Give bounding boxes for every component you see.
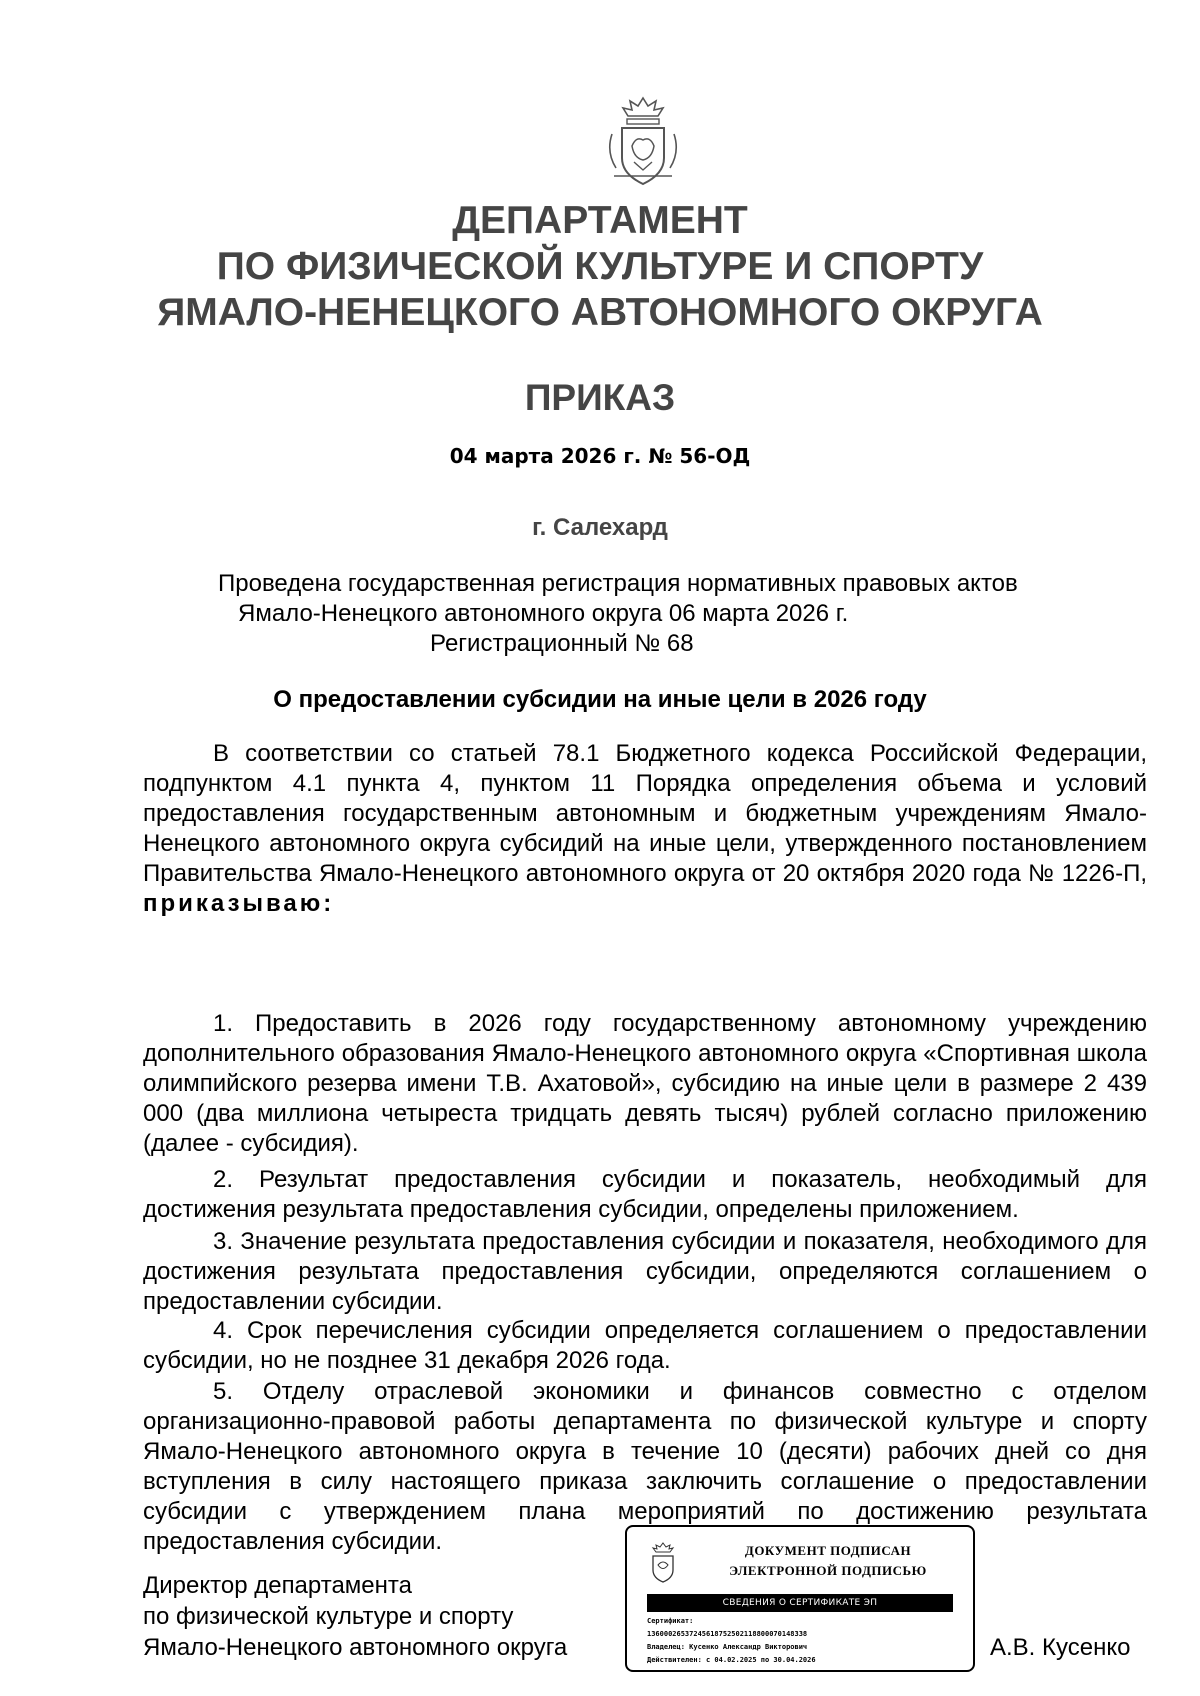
stamp-valid: Действителен: с 04.02.2025 по 30.04.2026 — [647, 1656, 816, 1664]
document-type: ПРИКАЗ — [524, 377, 676, 418]
department-title-line2: ПО ФИЗИЧЕСКОЙ КУЛЬТУРЕ И СПОРТУ — [216, 245, 984, 288]
stamp-title-line2: ЭЛЕКТРОННОЙ ПОДПИСЬЮ — [729, 1563, 927, 1578]
order-date-number: 04 марта 2026 г. № 56-ОД — [449, 444, 751, 468]
stamp-title-line1: ДОКУМЕНТ ПОДПИСАН — [744, 1543, 912, 1558]
stamp-cert-value: 13600026537245618752502118800070148338 — [647, 1630, 808, 1638]
signatory-position-line3: Ямало-Ненецкого автономного округа — [143, 1634, 568, 1661]
registration-line1: Проведена государственная регистрация нормативных правовых актов — [218, 570, 1018, 597]
order-item-1: 1. Предоставить в 2026 году государственному автономному учреждению дополнительного образования Ямало-Ненецкого автономного округа «Спортивная школа олимпийского резерва имени Т.В. Ахатовой», субсидию на иные цели в размере 2 439 000 (два миллиона четыреста тридцать девять тысяч) рублей согласно приложению (далее - субсидия). — [143, 1010, 1147, 1157]
yamal-coat-of-arms-icon — [604, 92, 682, 190]
department-title-line3: ЯМАЛО-НЕНЕЦКОГО АВТОНОМНОГО ОКРУГА — [157, 291, 1043, 334]
order-item-5: 5. Отделу отраслевой экономики и финансов совместно с отделом организационно-правовой работы департамента по физической культуре и спорту Ямало-Ненецкого автономного округа в течение 10 (десяти) рабочих дней со дня вступления в силу настоящего приказа заключить соглашение о предоставлении субсидии с утверждением плана мероприятий по достижению результата предоставления субсидии. — [143, 1378, 1147, 1555]
registration-line3: Регистрационный № 68 — [430, 630, 694, 657]
stamp-details — [647, 1615, 967, 1667]
department-title-line1: ДЕПАРТАМЕНТ — [452, 199, 748, 242]
order-item-4: 4. Срок перечисления субсидии определяется соглашением о предоставлении субсидии, но не позднее 31 декабря 2026 года. — [143, 1317, 1147, 1374]
order-item-2: 2. Результат предоставления субсидии и показатель, необходимый для достижения результата предоставления субсидии, определены приложением. — [143, 1166, 1147, 1223]
e-signature-stamp — [625, 1525, 975, 1672]
signatory-name: А.В. Кусенко — [990, 1634, 1131, 1661]
stamp-certificate-bar: СВЕДЕНИЯ О СЕРТИФИКАТЕ ЭП — [647, 1594, 953, 1612]
registration-line2: Ямало-Ненецкого автономного округа 06 марта 2026 г. — [238, 600, 849, 627]
preamble-text: В соответствии со статьей 78.1 Бюджетного кодекса Российской Федерации, подпунктом 4.1 пункта 4, пунктом 11 Порядка определения объема и условий предоставления государственным автономным и бюджетным учреждениям Ямало-Ненецкого автономного округа субсидий на иные цели, утвержденного постановлением Правительства Ямало-Ненецкого автономного округа от 20 октября 2020 года № 1226-П, — [143, 740, 1147, 887]
signatory-position — [143, 1570, 567, 1663]
order-item-3: 3. Значение результата предоставления субсидии и показателя, необходимого для достижения результата предоставления субсидии, определяются соглашением о предоставлении субсидии. — [143, 1228, 1147, 1315]
stamp-title — [693, 1541, 963, 1581]
command-word: приказываю: — [143, 890, 335, 917]
stamp-cert-label: Сертификат: — [647, 1617, 694, 1625]
stamp-coat-of-arms-icon — [645, 1541, 681, 1585]
stamp-owner: Владелец: Кусенко Александр Викторович — [647, 1643, 808, 1651]
document-subject: О предоставлении субсидии на иные цели в 2026 году — [273, 686, 927, 713]
signatory-position-line2: по физической культуре и спорту — [143, 1603, 514, 1630]
city: г. Салехард — [532, 514, 668, 541]
preamble-paragraph — [143, 739, 1147, 919]
signatory-position-line1: Директор департамента — [143, 1572, 412, 1599]
